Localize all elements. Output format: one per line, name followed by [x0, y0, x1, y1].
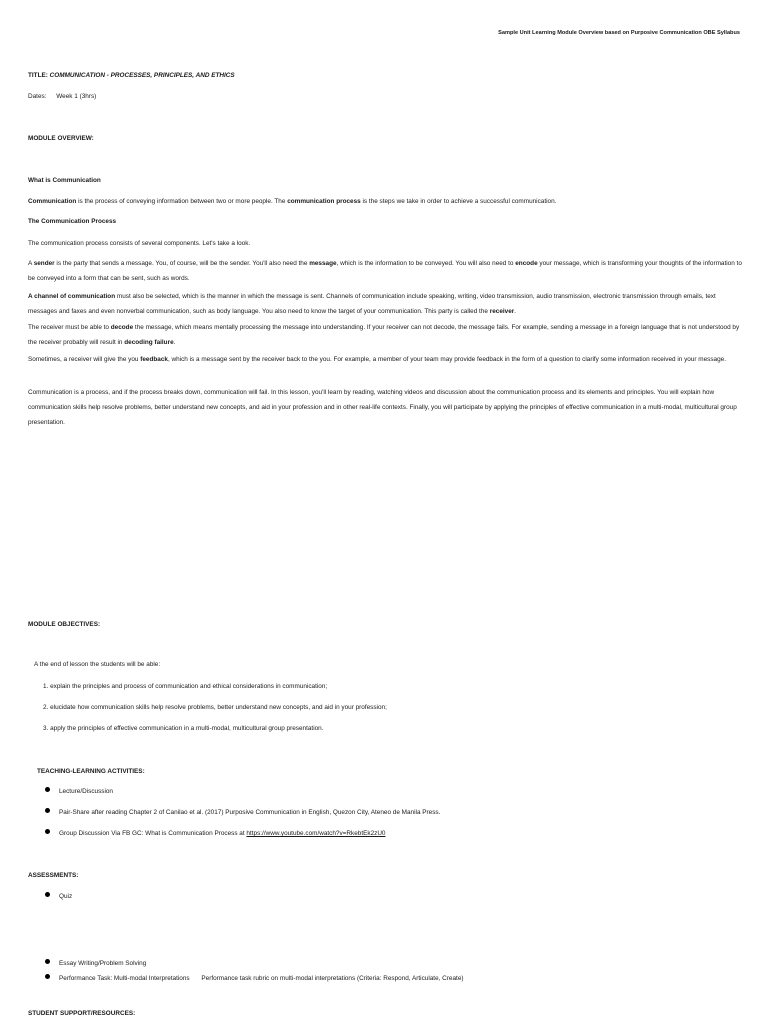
text: is the process of conveying information between two or more people. The — [76, 198, 288, 205]
text: A — [28, 260, 34, 267]
bullet-icon — [45, 787, 50, 792]
text: , which is the information to be conveyed. You will also need to — [336, 260, 516, 267]
dates-value: Week 1 (3hrs) — [56, 93, 97, 100]
objective-item: 2. elucidate how communication skills help resolve problems, better understand new concepts, and aid in your profession; — [43, 704, 387, 711]
text: the message, which means mentally processing the message into understanding. If your receiver can not decode, the message fails. For example, sending a message in a foreign language that is not understood by the receiver probably will result in — [28, 324, 740, 346]
page-title: COMMUNICATION - PROCESSES, PRINCIPLES, AND ETHICS — [49, 72, 235, 79]
feedback-paragraph — [28, 352, 744, 367]
what-is-heading: What is Communication — [28, 177, 101, 184]
bullet-icon — [45, 974, 50, 979]
support-heading: STUDENT SUPPORT/RESOURCES: — [28, 1010, 136, 1017]
term-decoding-failure: decoding failure — [124, 339, 174, 346]
term-receiver: receiver — [489, 308, 515, 315]
bullet-icon — [45, 959, 50, 964]
bullet-icon — [45, 829, 50, 834]
assessment-item-performance — [59, 975, 464, 983]
term-feedback: feedback — [140, 356, 168, 363]
text: must also be selected, which is the manner in which the message is sent. Channels of communication include speaking, writing, video transmission, audio transmission, electronic transmission through emails, text messages and faxes and even nonverbal communication, such as body language. You also need to know the target of your communication. This party is called the — [28, 293, 716, 315]
sender-paragraph — [28, 256, 744, 286]
text: Sometimes, a receiver will give the you — [28, 356, 141, 363]
term-sender: sender — [33, 260, 55, 267]
term-encode: encode — [515, 260, 538, 267]
text: Performance Task: Multi-modal Interpretations — [59, 975, 190, 982]
channel-paragraph — [28, 289, 744, 319]
assessment-item: Essay Writing/Problem Solving — [59, 960, 147, 967]
objective-item: 1. explain the principles and process of communication and ethical considerations in communication; — [43, 683, 328, 690]
overview-heading: MODULE OVERVIEW: — [28, 135, 94, 142]
process-intro: The communication process consists of several components. Let's take a look. — [28, 240, 251, 247]
youtube-link[interactable]: https://www.youtube.com/watch?v=RkebtEk2zU0 — [246, 830, 386, 837]
tla-heading: TEACHING-LEARNING ACTIVITIES: — [37, 768, 145, 775]
tla-item: Pair-Share after reading Chapter 2 of Canilao et al. (2017) Purposive Communication in English, Quezon City, Ateneo de Manila Press. — [59, 809, 441, 816]
text: . — [514, 308, 517, 315]
objective-item: 3. apply the principles of effective communication in a multi-modal, multicultural group presentation. — [43, 725, 324, 732]
definition-paragraph — [28, 194, 744, 209]
objectives-intro: A the end of lesson the students will be able: — [34, 661, 161, 668]
dates-line — [28, 93, 96, 101]
text: . — [173, 339, 176, 346]
title-line — [28, 72, 235, 80]
term-channel: A channel of communication — [28, 293, 116, 300]
term-communication-process: communication process — [287, 198, 361, 205]
running-header: Sample Unit Learning Module Overview based on Purposive Communication OBE Syllabus — [498, 30, 740, 36]
tla-item: Lecture/Discussion — [59, 788, 113, 795]
closing-paragraph: Communication is a process, and if the process breaks down, communication will fail. In this lesson, you'll learn by reading, watching videos and discussion about the communication process and its elements and principles. You will explain how communication skills help resolve problems, better understand new concepts, and aid in your profession and in other real-life contexts. Finally, you will participate by applying the principles of effective communication in a multi-modal, multicultural group presentation. — [28, 389, 737, 426]
text: your message, which is transforming your thoughts of the information to be conveyed into a form that can be sent, such as words. — [28, 260, 742, 282]
text: The receiver must be able to — [28, 324, 111, 331]
assessment-item: Quiz — [59, 893, 73, 900]
decode-paragraph — [28, 320, 744, 350]
rubric-text: Performance task rubric on multi-modal interpretations (Criteria: Respond, Articulate, Create) — [201, 975, 464, 982]
text: Group Discussion Via FB GC: What is Communication Process at — [59, 830, 247, 837]
tla-item-group-discussion — [59, 830, 385, 838]
process-heading: The Communication Process — [28, 218, 117, 225]
term-communication: Communication — [28, 198, 77, 205]
text: is the steps we take in order to achieve a successful communication. — [360, 198, 557, 205]
bullet-icon — [45, 808, 50, 813]
title-label: TITLE: — [28, 72, 48, 79]
dates-label: Dates: — [28, 93, 47, 100]
term-decode: decode — [110, 324, 134, 331]
text: , which is a message sent by the receiver back to the you. For example, a member of your team may provide feedback in the form of a question to clarify some information received in your message. — [167, 356, 726, 363]
assessments-heading: ASSESSMENTS: — [28, 872, 79, 879]
term-message: message — [309, 260, 337, 267]
text: is the party that sends a message. You, of course, will be the sender. You'll also need the — [54, 260, 310, 267]
bullet-icon — [45, 892, 50, 897]
objectives-heading: MODULE OBJECTIVES: — [28, 621, 101, 628]
